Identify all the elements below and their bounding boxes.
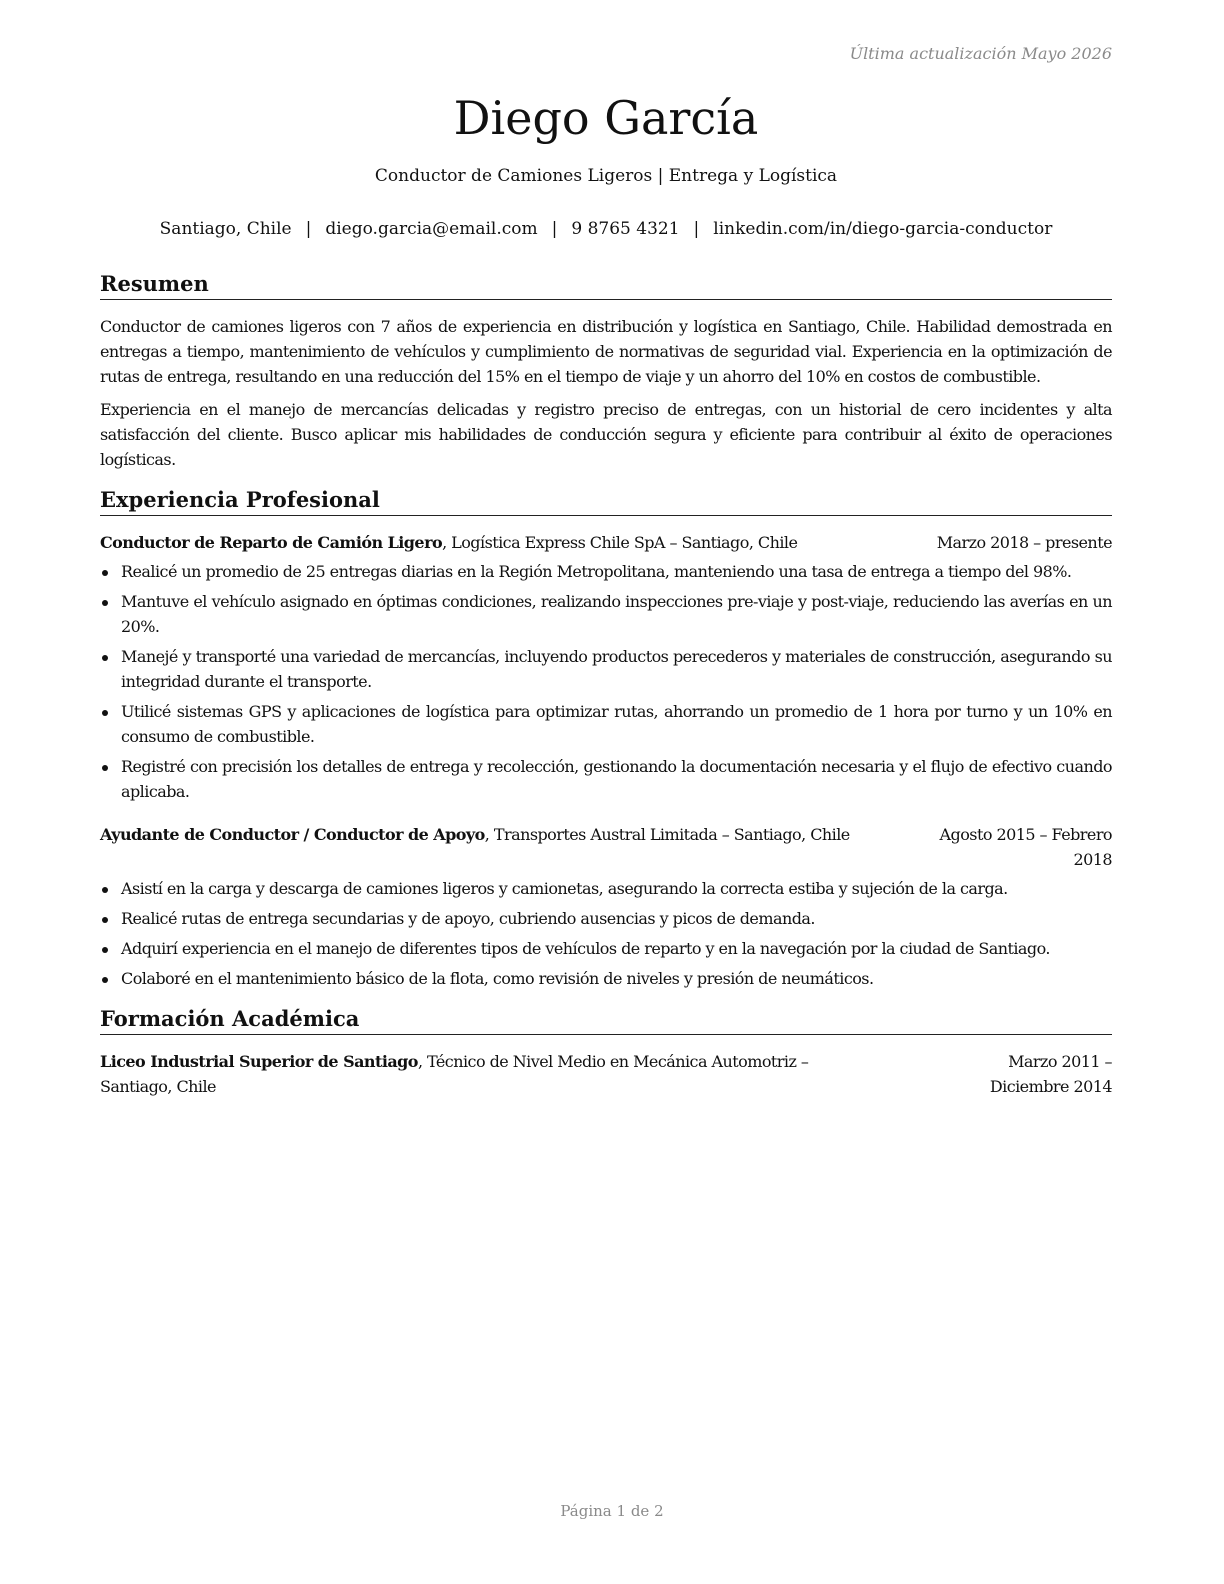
bullet-icon	[102, 600, 108, 606]
section-title-summary: Resumen	[100, 270, 1112, 300]
bullet-item	[100, 906, 1112, 931]
bullet-icon	[102, 570, 108, 576]
education-entry	[100, 1049, 1112, 1099]
bullet-text: Utilicé sistemas GPS y aplicaciones de logística para optimizar rutas, ahorrando un promedio de 1 hora por turno y un 10% en consumo de combustible.	[121, 702, 1112, 746]
job-company: , Logística Express Chile SpA – Santiago, Chile	[442, 533, 798, 552]
bullet-text: Asistí en la carga y descarga de camiones ligeros y camionetas, asegurando la correcta estiba y sujeción de la carga.	[121, 879, 1008, 898]
education-section	[100, 1005, 1112, 1099]
bullet-icon	[102, 655, 108, 661]
bullet-item	[100, 966, 1112, 991]
education-detail: , Técnico de Nivel Medio en Mecánica Automotriz – Santiago, Chile	[100, 1052, 809, 1096]
last-updated: Última actualización Mayo 2026	[849, 44, 1112, 63]
bullet-icon	[102, 917, 108, 923]
bullet-item	[100, 936, 1112, 961]
job-dates: Agosto 2015 – Febrero 2018	[939, 825, 1112, 869]
summary-paragraph: Experiencia en el manejo de mercancías delicadas y registro preciso de entregas, con un historial de cero incidentes y alta satisfacción del cliente. Busco aplicar mis habilidades de conducción segura y eficiente para contribuir al éxito de operaciones logísticas.	[100, 400, 1112, 469]
bullet-text: Realicé rutas de entrega secundarias y de apoyo, cubriendo ausencias y picos de demanda.	[121, 909, 815, 928]
bullet-icon	[102, 887, 108, 893]
resume-page	[100, 0, 1112, 1584]
bullet-item	[100, 876, 1112, 901]
section-title-experience: Experiencia Profesional	[100, 486, 1112, 516]
bullet-item	[100, 644, 1112, 694]
bullet-text: Adquirí experiencia en el manejo de diferentes tipos de vehículos de reparto y en la navegación por la ciudad de Santiago.	[121, 939, 1050, 958]
bullet-item	[100, 559, 1112, 584]
experience-section	[100, 486, 1112, 991]
summary-paragraph: Conductor de camiones ligeros con 7 años de experiencia en distribución y logística en Santiago, Chile. Habilidad demostrada en entregas a tiempo, mantenimiento de vehículos y cumplimiento de normativas de seguridad vial. Experiencia en la optimización de rutas de entrega, resultando en una reducción del 15% en el tiempo de viaje y un ahorro del 10% en costos de combustible.	[100, 317, 1112, 386]
section-title-education: Formación Académica	[100, 1005, 1112, 1035]
summary-section	[100, 270, 1112, 472]
job-company: , Transportes Austral Limitada – Santiago, Chile	[484, 825, 850, 844]
job-role: Ayudante de Conductor / Conductor de Apoyo	[100, 825, 485, 844]
job-entry	[100, 530, 1112, 804]
bullet-icon	[102, 947, 108, 953]
job-header	[100, 822, 1112, 872]
page-number: Página 1 de 2	[560, 1502, 664, 1520]
job-dates: Marzo 2018 – presente	[936, 533, 1112, 552]
bullet-item	[100, 589, 1112, 639]
bullet-text: Realicé un promedio de 25 entregas diarias en la Región Metropolitana, manteniendo una tasa de entrega a tiempo del 98%.	[121, 562, 1072, 581]
bullet-icon	[102, 765, 108, 771]
job-bullets	[100, 559, 1112, 804]
job-bullets	[100, 876, 1112, 991]
education-school: Liceo Industrial Superior de Santiago	[100, 1052, 418, 1071]
bullet-text: Manejé y transporté una variedad de mercancías, incluyendo productos perecederos y materiales de construcción, asegurando su integridad durante el transporte.	[121, 647, 1112, 691]
contact-separator: |	[693, 219, 700, 239]
bullet-item	[100, 699, 1112, 749]
contact-linkedin[interactable]: linkedin.com/in/diego-garcia-conductor	[713, 219, 1053, 239]
resume-body	[100, 270, 1112, 1099]
bullet-text: Registré con precisión los detalles de entrega y recolección, gestionando la documentación necesaria y el flujo de efectivo cuando aplicaba.	[121, 757, 1112, 801]
education-dates: Marzo 2011 – Diciembre 2014	[989, 1052, 1112, 1096]
contact-phone: 9 8765 4321	[571, 219, 680, 239]
contact-line	[100, 219, 1112, 239]
bullet-icon	[102, 977, 108, 983]
candidate-name: Diego García	[453, 91, 759, 145]
contact-email[interactable]: diego.garcia@email.com	[325, 219, 538, 239]
contact-separator: |	[305, 219, 312, 239]
bullet-icon	[102, 710, 108, 716]
job-header	[100, 530, 1112, 555]
contact-location: Santiago, Chile	[159, 219, 292, 239]
bullet-item	[100, 754, 1112, 804]
job-entry	[100, 822, 1112, 991]
bullet-text: Mantuve el vehículo asignado en óptimas condiciones, realizando inspecciones pre-viaje y post-viaje, reduciendo las averías en un 20%.	[121, 592, 1112, 636]
job-role: Conductor de Reparto de Camión Ligero	[100, 533, 443, 552]
headline: Conductor de Camiones Ligeros | Entrega y Logística	[374, 166, 838, 186]
bullet-text: Colaboré en el mantenimiento básico de la flota, como revisión de niveles y presión de neumáticos.	[121, 969, 874, 988]
contact-separator: |	[551, 219, 558, 239]
